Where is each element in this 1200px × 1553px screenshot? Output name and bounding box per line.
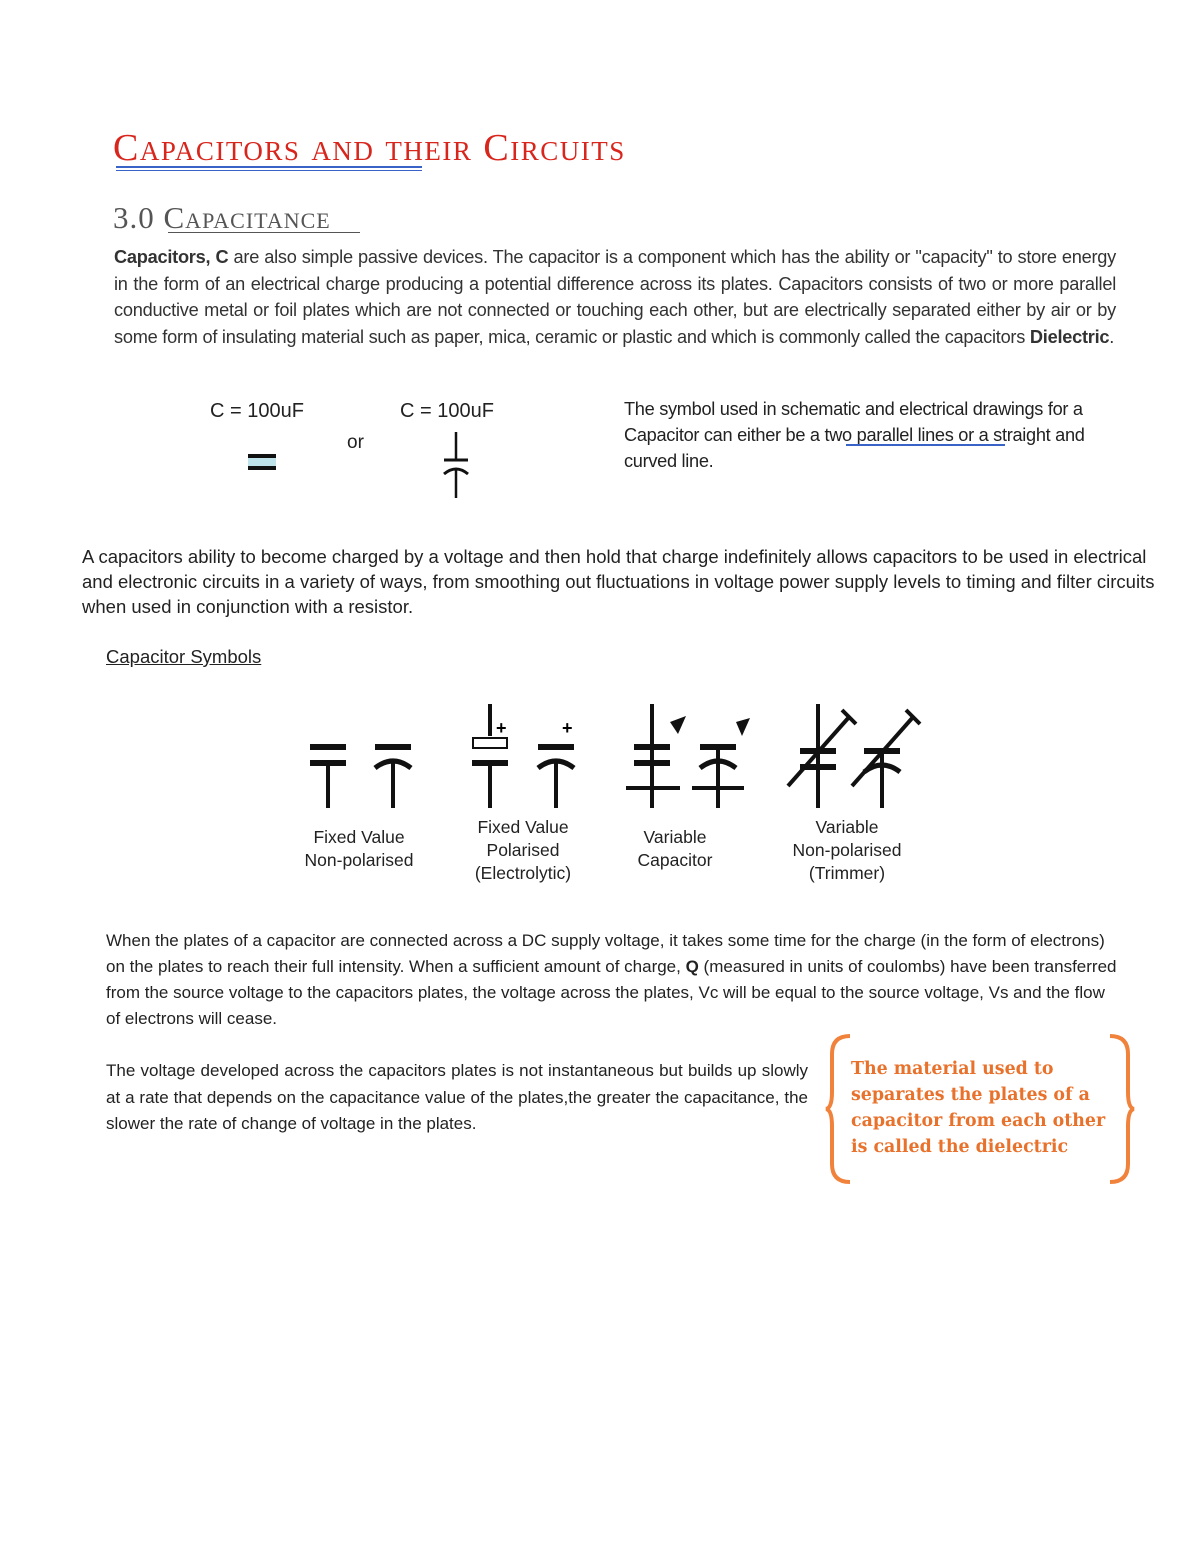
curved-plate-symbol-icon (438, 430, 474, 502)
ability-paragraph: A capacitors ability to become charged by a voltage and then hold that charge indefinitely allows capacitors to be used in electrical and electronic circuits in a variety of ways, from smoothing out fluctuations in voltage power supply levels to timing and filter circuits when used in conjunction with a resistor. (82, 546, 1155, 617)
caption-line: (Electrolytic) (474, 863, 572, 883)
caption-line: Variable (815, 817, 879, 837)
section-heading-underline (168, 232, 360, 233)
charge-paragraph (106, 928, 1118, 1032)
dielectric-callout: The material used to separates the plates of a capacitor from each other is called the dielectric (851, 1059, 1106, 1157)
caption-line: Capacitor (637, 850, 713, 870)
top-plate (248, 454, 276, 458)
plus-mark-1: + (496, 718, 507, 738)
caption-line: Fixed Value (477, 817, 569, 837)
intro-text: are also simple passive devices. The capacitor is a component which has the ability or "capacity" to store energy in the form of an electrical charge producing a potential difference across its plates. Capacitors consists of two or more parallel conductive metal or foil plates which are not connected or touching each other, but are electrically separated either by air or by some form of insulating material such as paper, mica, ceramic or plastic and which is commonly called the capacitors (114, 247, 1116, 347)
caption-line: (Trimmer) (808, 863, 886, 883)
voltage-paragraph: The voltage developed across the capacitors plates is not instantaneous but builds up slowly at a rate that depends on the capacitance value of the plates,the greater the capacitance, the slower the rate of change of voltage in the plates. (106, 1061, 808, 1133)
charge-symbol-q: Q (685, 957, 699, 976)
right-capacitance-label: C = 100uF (400, 400, 494, 422)
charge-text-1: When the plates of a capacitor are connected across a DC supply voltage, it takes some time for the charge (in the form of electrons) on the plates to reach their full intensity. When a sufficient amount of charge, (106, 931, 1105, 976)
caption-line: Polarised (486, 840, 560, 860)
intro-lead: Capacitors, C (114, 247, 229, 267)
plus-mark-2: + (562, 718, 573, 738)
page-title: Capacitors and their Circuits (113, 127, 626, 169)
caption-line: Fixed Value (313, 827, 405, 847)
symbol-note: The symbol used in schematic and electrical drawings for a Capacitor can either be a two parallel lines or a straight and curved line. (624, 399, 1085, 471)
caption-fixed-polarised (458, 816, 588, 885)
caption-trimmer (782, 816, 912, 885)
intro-paragraph (114, 244, 1116, 350)
bottom-plate (248, 466, 276, 470)
capacitor-symbols-icon (290, 698, 940, 816)
intro-end: . (1109, 326, 1115, 347)
caption-fixed-nonpolarised (294, 826, 424, 872)
trimmer-capacitor-curved-symbol (852, 710, 920, 808)
fixed-nonpolarised-flat-symbol (310, 744, 346, 808)
trimmer-capacitor-symbol (788, 704, 856, 808)
caption-variable (610, 826, 740, 872)
spellcheck-underline (116, 166, 422, 168)
variable-capacitor-curved-symbol (692, 718, 750, 808)
polarised-curved-symbol (538, 744, 574, 808)
section-heading: 3.0 Capacitance (113, 200, 331, 235)
charge-text-2: (measured in units of coulombs) have been transferred from the source voltage to the capacitors plates, the voltage across the plates, Vc will be equal to the source voltage, Vs and the flow of electrons will cease. (106, 957, 1117, 1028)
or-label: or (347, 432, 364, 453)
caption-line: Non-polarised (304, 850, 414, 870)
intro-dielectric: Dielectric (1029, 326, 1110, 347)
caption-line: Variable (643, 827, 707, 847)
left-capacitance-label: C = 100uF (210, 400, 304, 422)
variable-capacitor-symbol (626, 704, 686, 808)
parallel-plate-symbol-icon (238, 448, 288, 478)
caption-line: Non-polarised (792, 840, 902, 860)
spellcheck-underline-2 (116, 170, 422, 171)
left-brace (826, 1036, 850, 1182)
fixed-nonpolarised-curved-symbol (375, 744, 411, 808)
capacitor-symbols-heading: Capacitor Symbols (106, 646, 262, 667)
symbol-note-underline (846, 444, 1005, 446)
